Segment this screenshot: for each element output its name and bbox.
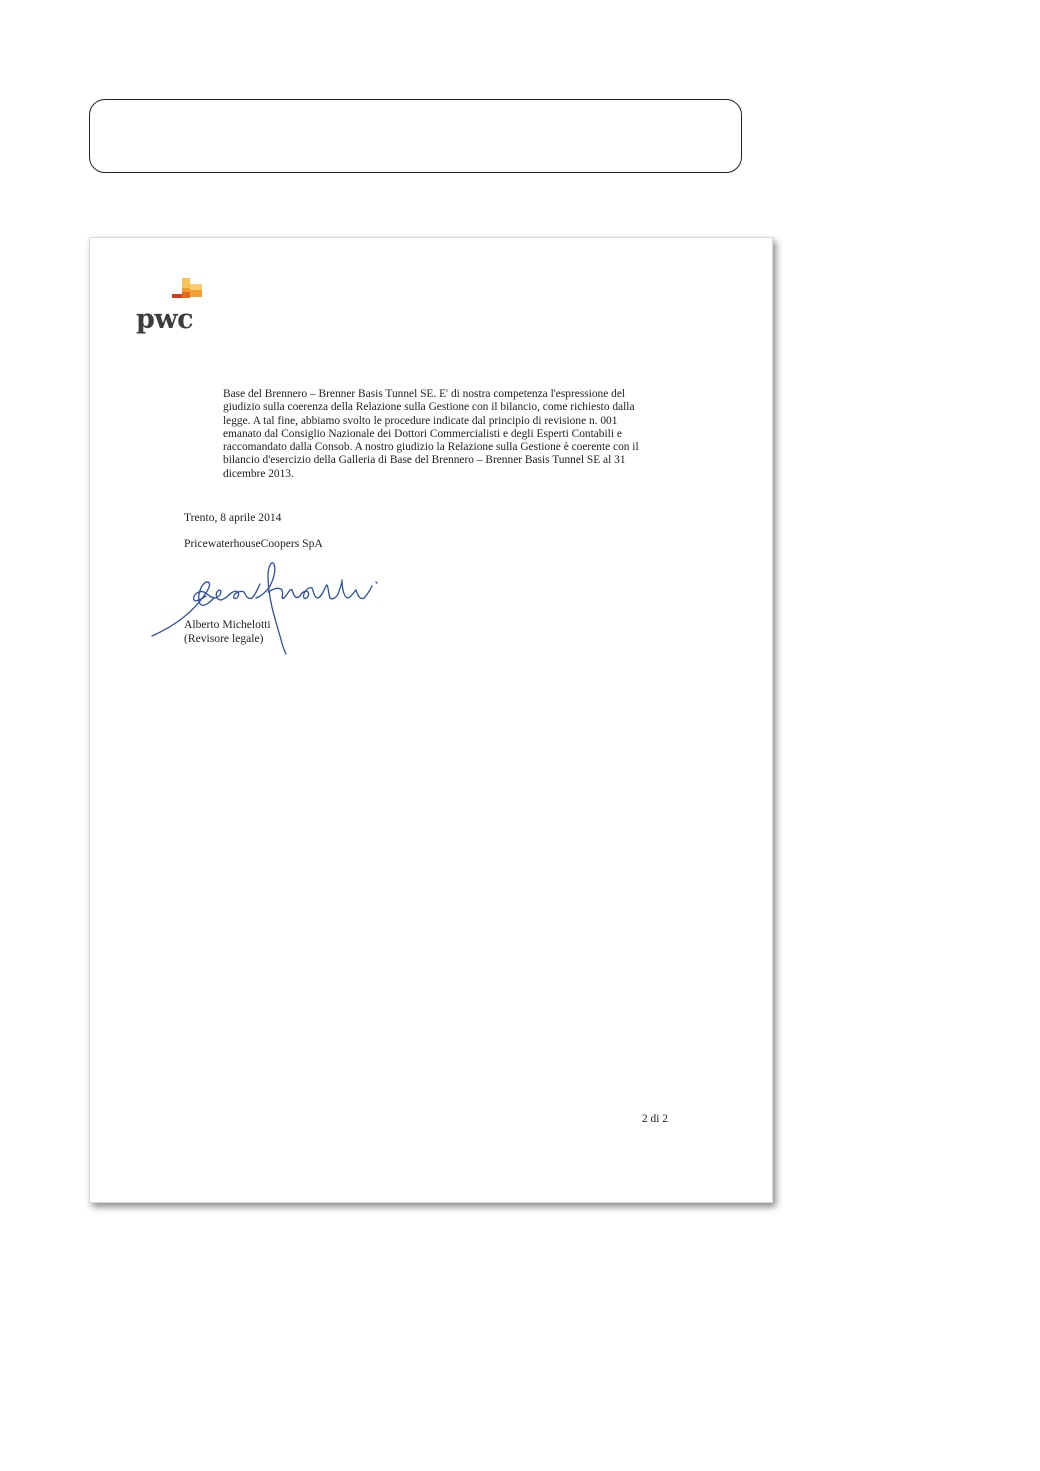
body-line: emanato dal Consiglio Nazionale dei Dottori Commercialisti e degli Esperti Contabili e (223, 427, 622, 440)
document-page (89, 237, 773, 1203)
title-box (89, 99, 742, 173)
place-date: Trento, 8 aprile 2014 (184, 511, 282, 524)
firm-name: PricewaterhouseCoopers SpA (184, 537, 323, 550)
body-line: legge. A tal fine, abbiamo svolto le procedure indicate dal principio di revisione n. 001 (223, 414, 618, 427)
body-paragraph (223, 388, 653, 481)
body-line: raccomandato dalla Consob. A nostro giudizio la Relazione sulla Gestione è coerente con il (223, 441, 639, 454)
body-line: dicembre 2013. (223, 467, 294, 480)
body-line: bilancio d'esercizio della Galleria di Base del Brennero – Brenner Basis Tunnel SE al 31 (223, 454, 626, 467)
pwc-logo-text: pwc (136, 304, 194, 335)
signatory-role: (Revisore legale) (184, 632, 264, 645)
signatory-name: Alberto Michelotti (184, 618, 271, 631)
pwc-logo (136, 278, 226, 340)
body-line: Base del Brennero – Brenner Basis Tunnel SE. E' di nostra competenza l'espressione del (223, 388, 626, 400)
body-line: giudizio sulla coerenza della Relazione sulla Gestione con il bilancio, come richiesto dalla (223, 401, 635, 414)
page-number: 2 di 2 (642, 1113, 668, 1125)
